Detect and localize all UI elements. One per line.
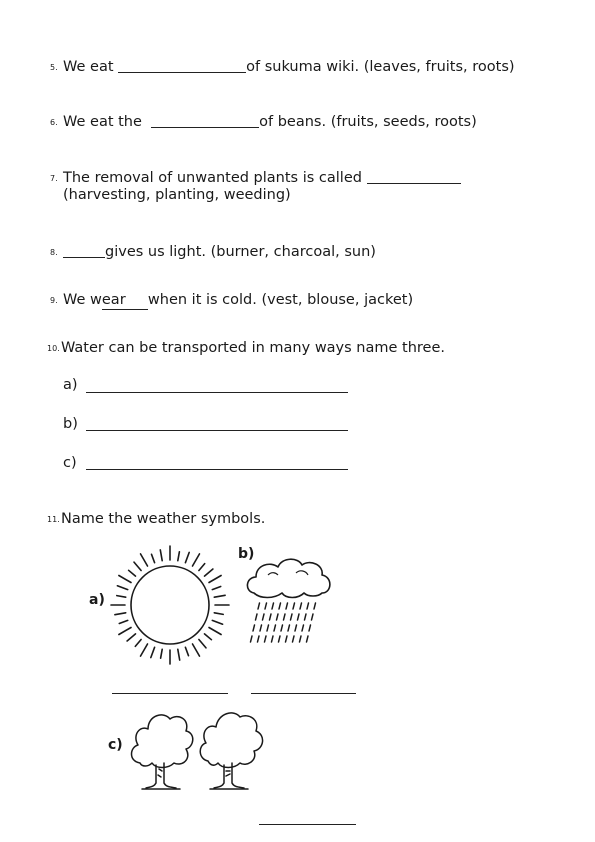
rain-streak [253,625,255,631]
sun-ray [214,613,223,615]
sun-ray [161,649,163,658]
rain-streak [272,603,274,609]
figure-label-a: a) [89,592,105,608]
sun-ray [151,647,155,657]
rain-streak [293,603,295,609]
answer-line[interactable] [86,392,348,393]
sun-ray [193,644,200,656]
question-text: The removal of unwanted plants is called [63,170,367,186]
question-text: We eat [63,59,119,75]
question-number: 6. [50,118,58,127]
sun-ray [119,620,127,623]
rain-streak [291,614,293,620]
figure-label-b: b) [238,546,255,562]
sun-ray [185,552,189,562]
rain-streak [288,625,290,631]
question-11 [47,510,266,529]
question-number: 9. [50,296,58,305]
answer-line-a[interactable] [112,693,228,694]
rain-streak [265,603,267,609]
rain-streak [267,625,269,631]
sun-ray [199,640,206,648]
sun-ray [152,554,155,562]
rain-streak [286,603,288,609]
sun-icon [105,545,240,665]
sun-ray [129,570,136,576]
sun-ray [209,628,221,635]
rain-streak [258,636,260,642]
rain-streak [277,614,279,620]
rain-streak [309,625,311,631]
sun-ray [214,595,225,597]
rain-streak [305,614,307,620]
question-text: when it is cold. (vest, blouse, jacket) [147,292,414,308]
question-9 [50,291,413,310]
rain-streak [307,603,309,609]
question-text: We w [63,292,102,308]
rain-streak [314,603,316,609]
rain-streak [274,625,276,631]
rain-streak [293,636,295,642]
answer-line-c[interactable] [259,824,356,825]
rain-streak [281,625,283,631]
rain-streak [260,625,262,631]
sun-ray [160,550,162,561]
sun-ray [212,620,222,624]
question-number: 11. [47,515,60,524]
rain-streak [265,636,267,642]
sun-ray [135,640,141,647]
rain-streak [258,603,260,609]
rain-streak [286,636,288,642]
sun-ray [212,587,220,590]
question-8 [50,243,376,262]
trees-icon [122,705,272,793]
figure-label-c: c) [108,737,123,753]
question-text: of sukuma wiki. (leaves, fruits, roots) [246,59,515,75]
rain-streak [251,636,253,642]
filled-answer: ear [101,292,126,308]
question-number: 10. [47,344,60,353]
sun-ray [205,634,212,640]
question-text: Name the weather symbols. [61,511,266,527]
answer-line[interactable] [86,430,348,431]
question-text: We eat the [63,114,152,130]
rain-streak [295,625,297,631]
sun-ray [119,576,131,583]
part-label: a) [63,377,78,393]
answer-blank[interactable] [367,169,461,184]
rain-streak [300,636,302,642]
rain-streak [279,636,281,642]
sun-ray [185,647,188,655]
sun-ray [178,649,180,660]
sun-ray [117,596,126,598]
rain-streak [263,614,265,620]
question-7 [50,169,461,188]
question-text: gives us light. (burner, charcoal, sun) [105,244,376,260]
sun-ray [119,628,131,635]
rain-streak [272,636,274,642]
sun-ray [209,576,221,583]
part-label: c) [63,455,77,471]
question-5 [50,58,515,77]
answer-blank[interactable] [102,291,148,310]
sun-ray [205,569,213,576]
rain-streak [298,614,300,620]
question-7-options: (harvesting, planting, weeding) [63,187,291,203]
answer-line[interactable] [86,469,348,470]
question-text: of beans. (fruits, seeds, roots) [259,114,477,130]
sun-ray [115,613,126,615]
question-text: Water can be transported in many ways name three. [61,340,446,356]
sun-ray [193,554,200,566]
rain-streak [300,603,302,609]
question-number: 5. [50,63,58,72]
rain-cloud-icon [238,553,338,653]
part-label: b) [63,416,78,432]
sun-ray [141,554,148,566]
question-10 [47,339,446,358]
question-6 [50,113,477,132]
sun-ray [178,552,180,561]
answer-blank[interactable] [151,113,259,128]
rain-streak [307,636,309,642]
answer-line-b[interactable] [251,693,356,694]
question-number: 8. [50,248,58,257]
sun-ray [141,644,148,656]
question-number: 7. [50,174,58,183]
rain-streak [256,614,258,620]
answer-blank[interactable] [63,243,105,258]
sun-ray [117,586,127,590]
rain-streak [302,625,304,631]
rain-streak [312,614,314,620]
answer-blank[interactable] [118,58,246,73]
rain-streak [270,614,272,620]
sun-ray [199,564,205,571]
sun-ray [134,562,141,570]
rain-streak [284,614,286,620]
rain-streak [279,603,281,609]
sun-ray [127,634,135,641]
